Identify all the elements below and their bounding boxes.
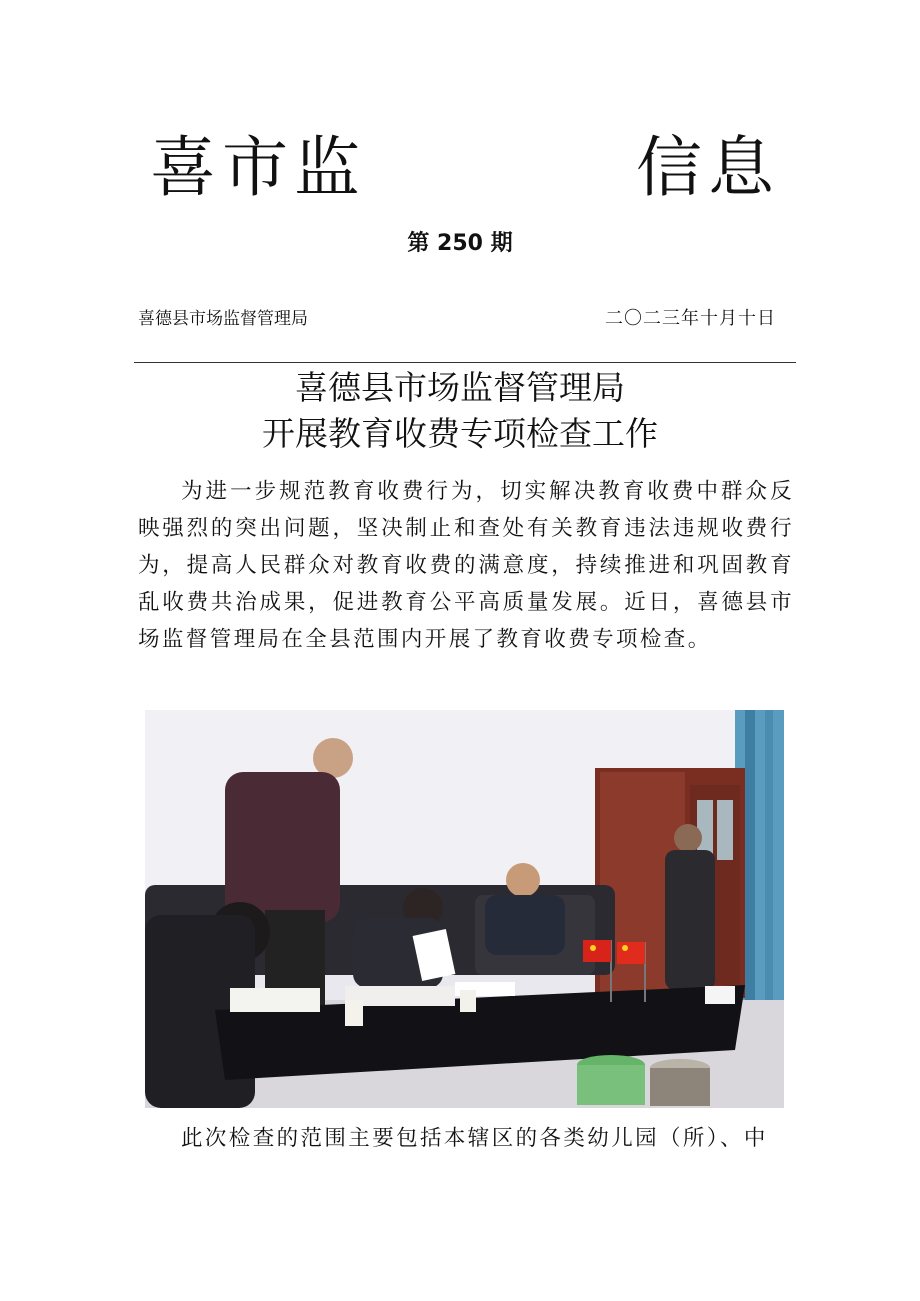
article-paragraph-1: 为进一步规范教育收费行为，切实解决教育收费中群众反映强烈的突出问题，坚决制止和查处有关教育违法违规收费行为，提高人民群众对教育收费的满意度，持续推进和巩固教育乱收费共治成果，促进教育公平高质量发展。近日，喜德县市场监督管理局在全县范围内开展了教育收费专项检查。	[138, 479, 794, 652]
article-paragraph-2: 此次检查的范围主要包括本辖区的各类幼儿园（所）、中	[181, 1126, 768, 1151]
article-title-line2: 开展教育收费专项检查工作	[262, 414, 658, 453]
inspection-photo	[145, 710, 784, 1108]
masthead-right: 信息	[636, 129, 780, 206]
issue-number: 第 250 期	[407, 231, 513, 256]
trash-bins-icon	[577, 1055, 710, 1106]
article-title-line1: 喜德县市场监督管理局	[295, 368, 625, 407]
masthead-left: 喜市监	[150, 129, 366, 206]
issuing-agency: 喜德县市场监督管理局	[138, 309, 308, 329]
header-divider	[134, 362, 796, 363]
issue-date: 二〇二三年十月十日	[605, 308, 776, 329]
